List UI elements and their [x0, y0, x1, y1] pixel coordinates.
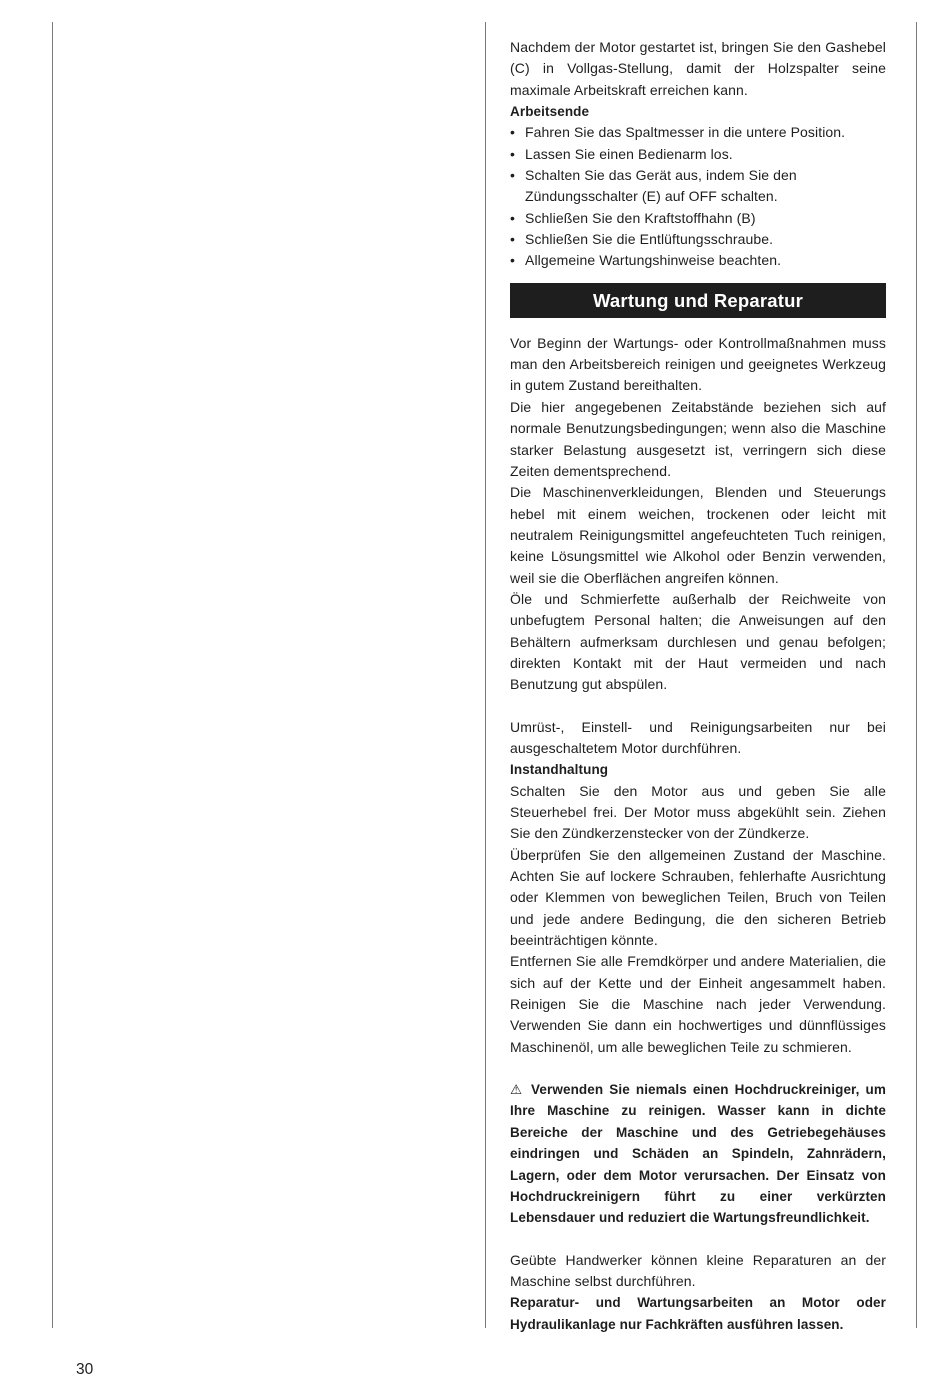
instandhaltung-paragraph: Schalten Sie den Motor aus und geben Sie alle Steuerhebel frei. Der Motor muss abgekühlt sein. Ziehen Sie den Zündkerzenstecker von der Zündkerze. [510, 782, 886, 842]
arbeitsende-heading: Arbeitsende [510, 104, 590, 120]
page-number: 30 [76, 1361, 94, 1378]
column-divider-middle [485, 22, 486, 1328]
maintenance-paragraph: Die Maschinenverkleidungen, Blenden und Steuerungs hebel mit einem weichen, trockenen oder leicht mit neutralem Reinigungsmittel angefeuchteten Tuch reinigen, keine Lösungsmittel wie Alkohol oder Benzin verwenden, weil sie die Oberflächen angreifen können. [510, 484, 886, 586]
repair-bold-paragraph: Reparatur- und Wartungsarbeiten an Motor oder Hydraulikanlage nur Fachkräften ausführen lassen. [510, 1295, 886, 1332]
umruest-paragraph: Umrüst-, Einstell- und Reinigungsarbeiten nur bei ausgeschaltetem Motor durchführen. [510, 718, 886, 756]
maintenance-paragraph: Vor Beginn der Wartungs- oder Kontrollmaßnahmen muss man den Arbeitsbereich reinigen und geeignetes Werkzeug in gutem Zustand bereithalten. [510, 334, 886, 394]
list-item: • Allgemeine Wartungshinweise beachten. [510, 250, 886, 271]
arbeitsende-list [510, 122, 886, 271]
bullet: • [510, 252, 516, 269]
warning-text: Verwenden Sie niemals einen Hochdruckreiniger, um Ihre Maschine zu reinigen. Wasser kann in dichte Bereiche der Maschine und des Getriebegehäuses eindringen und Schäden an Spindeln, Zahnrädern, Lagern, oder dem Motor verursachen. Der Einsatz von Hochdruckreinigern führt zu einer verkürzten Lebensdauer und reduziert die Wartungsfreundlichkeit. [510, 1082, 886, 1226]
list-item: • Lassen Sie einen Bedienarm los. [510, 144, 886, 165]
list-item: • Schließen Sie den Kraftstoffhahn (B) [510, 208, 886, 229]
column-divider-right [916, 22, 917, 1328]
bullet: • [510, 209, 516, 226]
paragraph-spacer [510, 1229, 886, 1250]
column-divider-left [52, 22, 53, 1328]
maintenance-paragraph: Öle und Schmierfette außerhalb der Reichweite von unbefugtem Personal halten; die Anweisungen auf den Behältern aufmerksam durchlesen und genau befolgen; direkten Kontakt mit der Haut vermeiden und nach Benutzung gut abspülen. [510, 590, 886, 693]
bullet: • [510, 145, 516, 162]
section-banner: Wartung und Reparatur [510, 283, 886, 318]
instandhaltung-paragraph: Überprüfen Sie den allgemeinen Zustand der Maschine. Achten Sie auf lockere Schrauben, fehlerhafte Ausrichtung oder Klemmen von beweglichen Teilen, Bruch von Teilen und jede andere Bedingung, die den sicheren Betrieb beeinträchtigen könnte. [510, 846, 886, 949]
warning-triangle-icon: ⚠ [510, 1082, 523, 1098]
bullet: • [510, 124, 516, 141]
instandhaltung-paragraph: Entfernen Sie alle Fremdkörper und andere Materialien, die sich auf der Kette und der Einheit angesammelt haben. Reinigen Sie die Maschine nach jeder Verwendung. Verwenden Sie dann ein hochwertiges und dünnflüssiges Maschinenöl, um alle beweglichen Teile zu schmieren. [510, 953, 886, 1055]
bullet: • [510, 167, 516, 184]
instandhaltung-heading: Instandhaltung [510, 762, 609, 778]
list-item: • Schalten Sie das Gerät aus, indem Sie den Zündungsschalter (E) auf OFF schalten. [510, 167, 797, 205]
list-item: • Fahren Sie das Spaltmesser in die untere Position. [510, 122, 886, 143]
maintenance-paragraph: Die hier angegebenen Zeitabstände beziehen sich auf normale Benutzungsbedingungen; wenn also die Maschine starker Belastung ausgesetzt ist, verringern sich diese Zeiten dementsprechend. [510, 398, 886, 479]
text-column [510, 37, 886, 1335]
repair-paragraph: Geübte Handwerker können kleine Reparaturen an der Maschine selbst durchführen. [510, 1251, 886, 1289]
list-item: • Schließen Sie die Entlüftungsschraube. [510, 229, 886, 250]
bullet: • [510, 231, 516, 248]
warning-block [510, 1079, 886, 1228]
paragraph-spacer [510, 1058, 886, 1079]
intro-paragraph: Nachdem der Motor gestartet ist, bringen Sie den Gashebel (C) in Vollgas-Stellung, damit der Holzspalter seine maximale Arbeitskraft erreichen kann. [510, 39, 886, 98]
paragraph-spacer [510, 696, 886, 717]
